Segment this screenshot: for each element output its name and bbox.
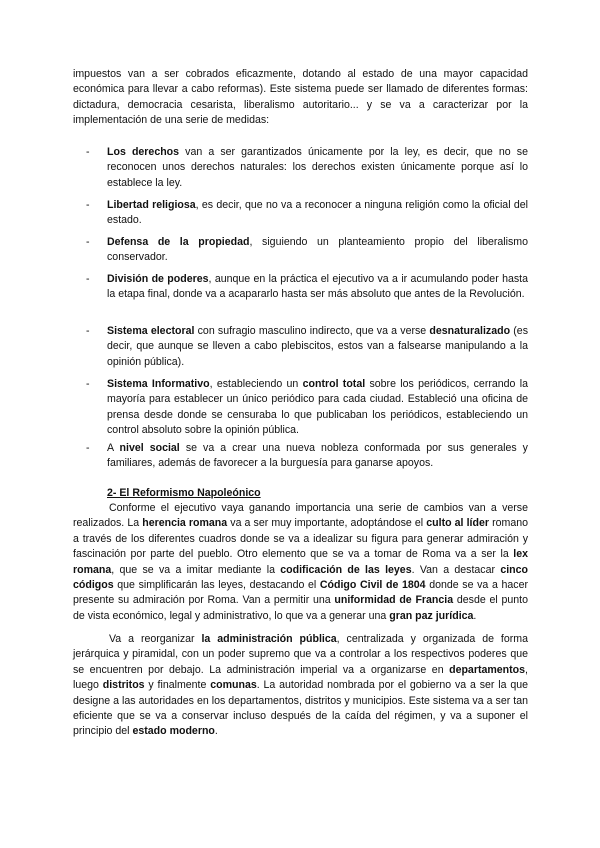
highlight-term: la administración pública xyxy=(201,633,337,645)
bullet-marker: - xyxy=(86,236,90,248)
text-run: . La autoridad nombrada por el gobierno va a ser la que designe a las autoridades en los departamentos, distritos y municipios. Este sistema va a ser tan eficiente que se va a conservar incluso después de la caída del régimen, y va a suponer el principio del xyxy=(73,679,528,738)
text-run: va a ser muy importante, adoptándose el xyxy=(227,517,427,530)
measure-term: Sistema Informativo xyxy=(107,378,210,390)
measure-prefix: A xyxy=(107,442,120,454)
text-run: romano a través de los diferentes cuadros donde se va a idealizar su figura para generar admiración y fascinación por parte del pueblo. Otro elemento que se va a tomar de Roma va a ser la xyxy=(73,517,529,561)
text-run: . xyxy=(473,609,477,622)
bullet-marker: - xyxy=(86,199,90,211)
highlight-term: departamentos xyxy=(449,663,526,676)
highlight-term: herencia romana xyxy=(142,517,228,530)
bullet-marker: - xyxy=(86,378,90,390)
text-run: , centralizada y organizada de forma jerárquica y piramidal, con un poder supremo que va a controlar a los respectivos poderes que se encuentren por debajo. La administración imperial va a organizarse en xyxy=(73,633,528,676)
bullet-marker: - xyxy=(86,146,90,158)
section-heading: 2- El Reformismo Napoleónico xyxy=(107,487,261,499)
measure-description: , es decir, que no va a reconocer a ninguna religión como la oficial del estado. xyxy=(107,199,528,227)
highlight-term: lex romana xyxy=(73,548,528,576)
text-run: que simplificarán las leyes, destacando el xyxy=(113,579,320,592)
measure-term: Defensa de la propiedad xyxy=(107,236,250,248)
highlight-term: comunas xyxy=(210,679,257,692)
measure-term: Los derechos xyxy=(107,146,180,158)
measure-term-2: control total xyxy=(302,378,366,390)
measure-libertad-religiosa xyxy=(107,198,528,229)
text-run: . Van a destacar xyxy=(411,563,501,576)
measure-defensa-propiedad xyxy=(107,235,528,266)
text-run: donde se va a hacer presente su admiración por Roma. Van a permitir una xyxy=(73,579,528,607)
measure-term-2: desnaturalizado xyxy=(429,325,511,337)
measure-description: con sufragio masculino indirecto, que va a verse xyxy=(194,325,430,337)
measure-sistema-electoral xyxy=(107,324,528,370)
measure-description: van a ser garantizados únicamente por la ley, es decir, que no se reconocen unos derechos naturales: los derechos existen únicamente porque así lo establece la ley. xyxy=(107,146,528,189)
measure-description: , aunque en la práctica el ejecutivo va a ir acumulando poder hasta la etapa final, donde va a acapararlo hasta ser más absoluto que antes de la Revolución. xyxy=(107,273,529,301)
reformismo-paragraph-2 xyxy=(73,632,528,740)
measure-term: Libertad religiosa xyxy=(107,199,196,211)
text-run: , luego xyxy=(73,663,528,692)
text-run: desde el punto de vista económico, legal y administrativo, lo que va a generar una xyxy=(73,594,528,622)
measure-term: División de poderes xyxy=(107,273,209,285)
bullet-marker: - xyxy=(86,442,90,454)
bullet-marker: - xyxy=(86,273,90,285)
measure-description-2: sobre los periódicos, cerrando la mayoría para establecer un único periódico para cada ciudad. Estableció una oficina de prensa desde donde se censuraba lo que publicaban los periódicos, estableciendo un control absoluto sobre la opinión pública. xyxy=(107,378,528,437)
highlight-term: distritos xyxy=(102,679,145,692)
highlight-term: culto al líder xyxy=(426,517,489,530)
intro-paragraph: impuestos van a ser cobrados eficazmente, dotando al estado de una mayor capacidad económica para llevar a cabo reformas). Este sistema puede ser llamado de diferentes formas: dictadura, democracia cesarista, liberalismo autoritario... y se va a caracterizar por la implementación de una serie de medidas: xyxy=(73,68,528,127)
text-run: , que se va a imitar mediante la xyxy=(111,563,281,576)
measure-derechos xyxy=(107,145,528,191)
highlight-term: codificación de las leyes xyxy=(280,563,412,576)
highlight-term: gran paz jurídica xyxy=(389,609,474,622)
highlight-term: cinco códigos xyxy=(73,563,528,592)
measure-description: , estableciendo un xyxy=(209,378,303,390)
text-run: . xyxy=(214,725,218,738)
measure-term: Sistema electoral xyxy=(107,325,195,337)
measure-sistema-informativo xyxy=(107,377,528,439)
measure-description-2: (es decir, que aunque se lleven a cabo plebiscitos, estos van a falsearse manipulando a la opinión pública). xyxy=(107,325,528,368)
text-run: y finalmente xyxy=(144,679,211,692)
measure-division-poderes xyxy=(107,272,528,303)
measure-term: nivel social xyxy=(119,442,180,454)
text-run: Conforme el ejecutivo vaya ganando importancia una serie de cambios van a verse realizados. La xyxy=(73,502,528,530)
measure-description: se va a crear una nueva nobleza conformada por sus generales y familiares, además de favorecer a la burguesía para ganarse apoyos. xyxy=(107,442,528,470)
measure-description: , siguiendo un planteamiento propio del liberalismo conservador. xyxy=(107,236,528,264)
highlight-term: uniformidad de Francia xyxy=(334,594,454,607)
measure-nivel-social xyxy=(107,441,528,472)
reformismo-paragraph-1 xyxy=(73,501,528,624)
highlight-term: estado moderno xyxy=(132,725,215,738)
text-run: Va a reorganizar xyxy=(109,633,202,645)
bullet-marker: - xyxy=(86,325,90,337)
highlight-term: Código Civil de 1804 xyxy=(319,579,426,592)
